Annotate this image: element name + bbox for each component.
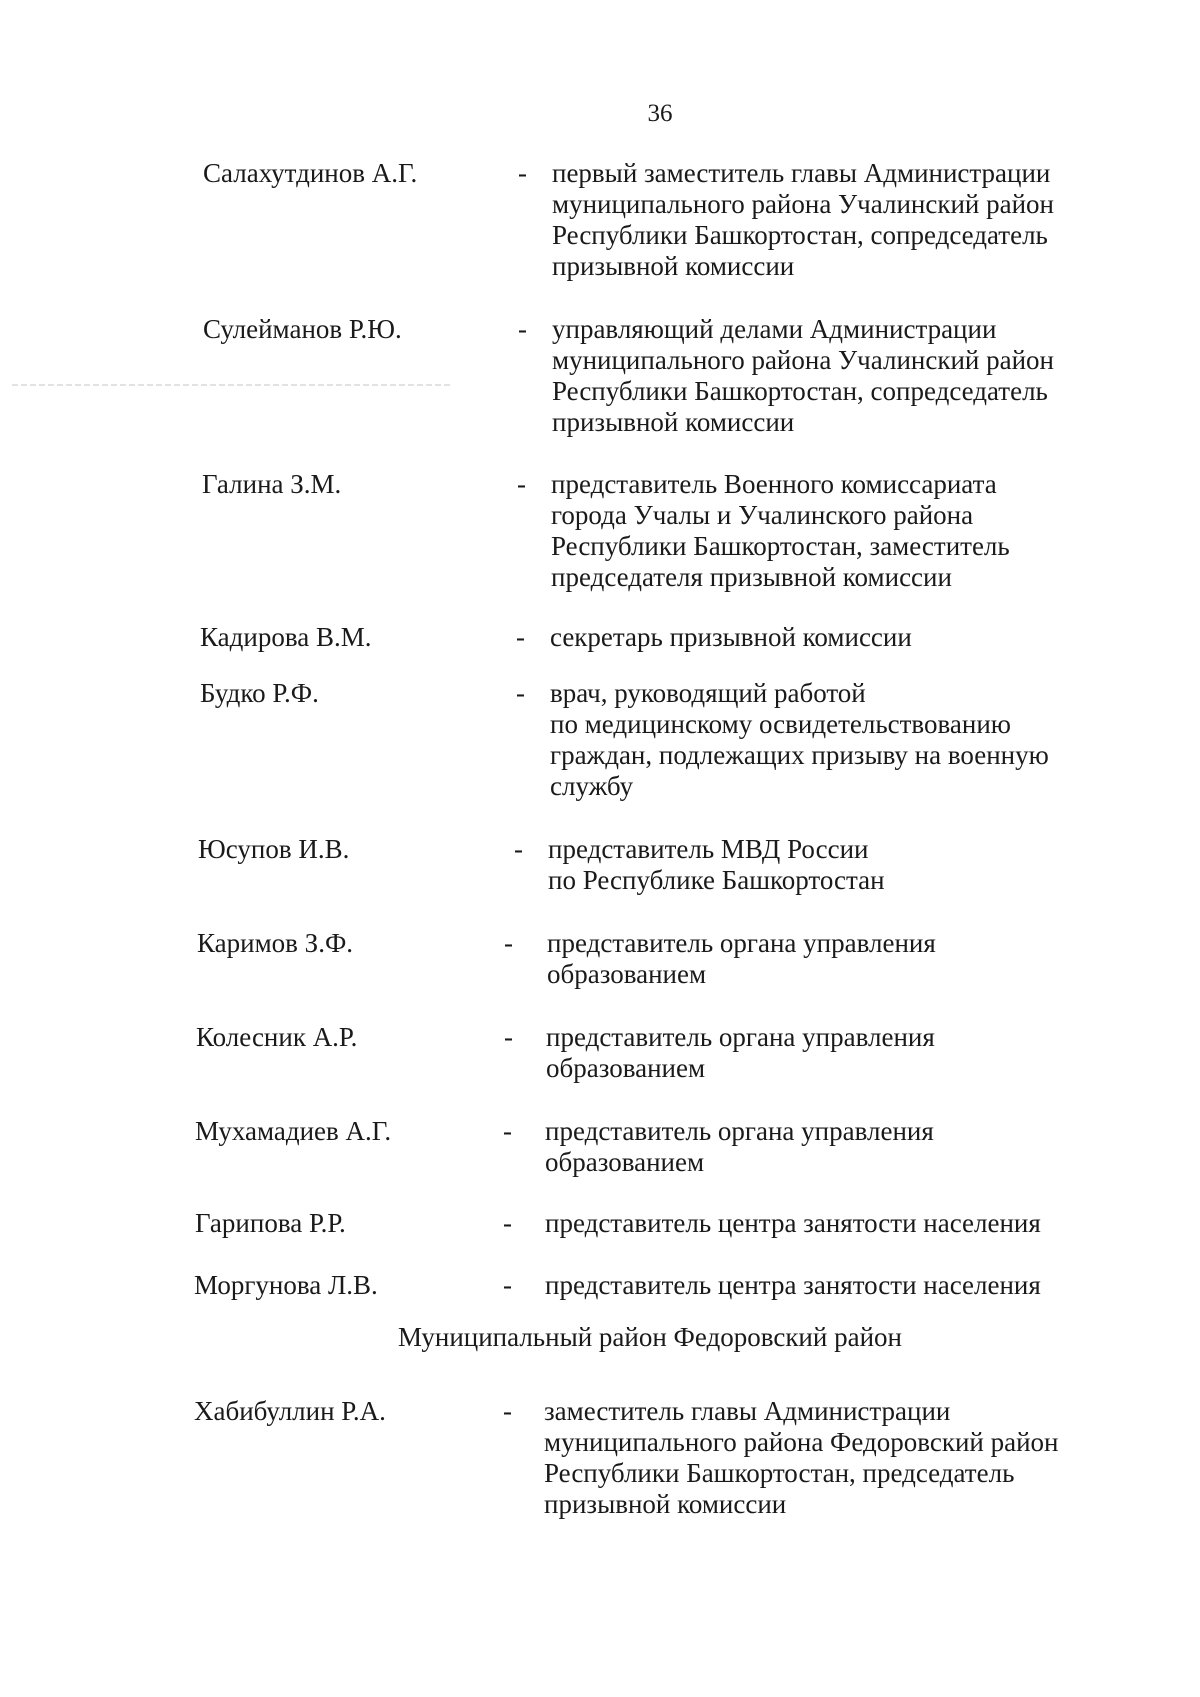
member-role — [545, 1116, 1065, 1178]
role-line: Республики Башкортостан, сопредседатель — [552, 376, 1048, 406]
role-line: представитель центра занятости населения — [545, 1270, 1041, 1300]
role-line: управляющий делами Администрации — [552, 314, 997, 344]
separator-dash: - — [503, 1116, 512, 1146]
role-line: призывной комиссии — [544, 1489, 787, 1519]
member-name: Моргунова Л.В. — [194, 1270, 378, 1300]
member-role — [545, 1270, 1065, 1301]
member-role — [546, 1022, 1066, 1084]
role-line: образованием — [547, 959, 707, 989]
role-line: представитель МВД России — [548, 834, 869, 864]
role-line: представитель органа управления — [547, 928, 936, 958]
separator-dash: - — [503, 1396, 512, 1426]
role-line: муниципального района Учалинский район — [552, 345, 1054, 375]
separator-dash: - — [518, 158, 527, 188]
role-line: председателя призывной комиссии — [551, 562, 952, 592]
role-line: по медицинскому освидетельствованию — [550, 709, 1011, 739]
separator-dash: - — [517, 469, 526, 499]
role-line: представитель центра занятости населения — [545, 1208, 1041, 1238]
separator-dash: - — [518, 314, 527, 344]
member-name: Галина З.М. — [202, 469, 342, 499]
member-role — [544, 1396, 1064, 1520]
separator-dash: - — [516, 678, 525, 708]
member-name: Каримов З.Ф. — [197, 928, 354, 958]
separator-dash: - — [514, 834, 523, 864]
role-line: врач, руководящий работой — [550, 678, 866, 708]
separator-dash: - — [504, 928, 513, 958]
role-line: призывной комиссии — [552, 407, 795, 437]
role-line: призывной комиссии — [552, 251, 795, 281]
role-line: граждан, подлежащих призыву на военную — [550, 740, 1049, 770]
member-name: Колесник А.Р. — [196, 1022, 358, 1052]
member-role — [545, 1208, 1065, 1239]
section-title: Муниципальный район Федоровский район — [398, 1322, 902, 1352]
member-name: Будко Р.Ф. — [200, 678, 319, 708]
member-role — [550, 678, 1070, 802]
member-name: Мухамадиев А.Г. — [195, 1116, 392, 1146]
role-line: образованием — [545, 1147, 705, 1177]
role-line: Республики Башкортостан, заместитель — [551, 531, 1010, 561]
role-line: муниципального района Федоровский район — [544, 1427, 1059, 1457]
separator-dash: - — [516, 622, 525, 652]
role-line: представитель органа управления — [545, 1116, 934, 1146]
member-name: Гарипова Р.Р. — [195, 1208, 346, 1238]
role-line: секретарь призывной комиссии — [550, 622, 912, 652]
page-number: 36 — [647, 100, 673, 127]
member-role — [552, 158, 1072, 282]
separator-dash: - — [503, 1208, 512, 1238]
member-name: Сулейманов Р.Ю. — [203, 314, 402, 344]
role-line: заместитель главы Администрации — [544, 1396, 951, 1426]
member-name: Хабибуллин Р.А. — [194, 1396, 386, 1426]
member-role — [548, 834, 1068, 896]
member-role — [550, 622, 1070, 653]
separator-dash: - — [504, 1022, 513, 1052]
role-line: муниципального района Учалинский район — [552, 189, 1054, 219]
role-line: Республики Башкортостан, председатель — [544, 1458, 1015, 1488]
separator-dash: - — [503, 1270, 512, 1300]
role-line: представитель органа управления — [546, 1022, 935, 1052]
role-line: по Республике Башкортостан — [548, 865, 885, 895]
member-name: Кадирова В.М. — [200, 622, 372, 652]
member-role — [547, 928, 1067, 990]
role-line: образованием — [546, 1053, 706, 1083]
member-role — [552, 314, 1072, 438]
role-line: службу — [550, 771, 634, 801]
member-name: Юсупов И.В. — [198, 834, 350, 864]
role-line: первый заместитель главы Администрации — [552, 158, 1051, 188]
member-name: Салахутдинов А.Г. — [203, 158, 418, 188]
role-line: города Учалы и Учалинского района — [551, 500, 974, 530]
member-role — [551, 469, 1071, 593]
scan-artifact — [12, 384, 452, 386]
role-line: Республики Башкортостан, сопредседатель — [552, 220, 1048, 250]
role-line: представитель Военного комиссариата — [551, 469, 997, 499]
